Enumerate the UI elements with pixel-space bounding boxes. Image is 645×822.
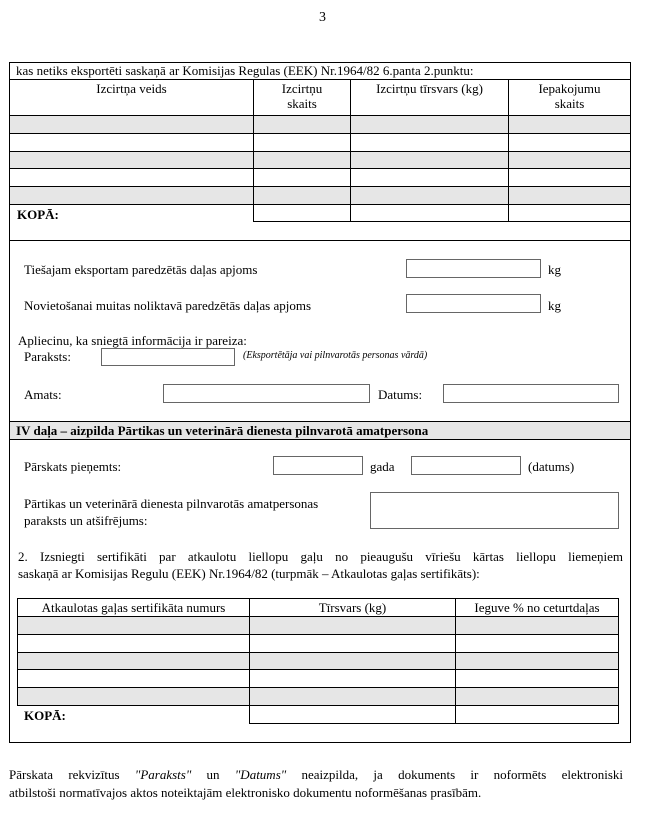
- page-number: 3: [319, 10, 326, 25]
- accepted-input[interactable]: [273, 456, 363, 475]
- divider: [17, 687, 619, 688]
- certificates-text-line1: 2. Izsniegti sertifikāti par atkaulotu liellopu gaļu no pieaugušu vīriešu kārtas liellopu liemeņiem: [18, 549, 623, 564]
- certificate-total-label: KOPĀ:: [24, 708, 66, 723]
- top-total-label: KOPĀ:: [17, 207, 59, 222]
- divider: [17, 652, 619, 653]
- divider: [9, 79, 631, 80]
- divider: [455, 598, 456, 724]
- customs-storage-input[interactable]: [406, 294, 541, 313]
- official-label-line2: paraksts un atšifrējums:: [24, 513, 148, 528]
- divider: [17, 669, 619, 670]
- divider: [9, 439, 631, 440]
- divider: [9, 204, 631, 205]
- table-row: [18, 652, 618, 669]
- col-header-net-weight: Izcirtņu tīrsvars (kg): [376, 81, 483, 96]
- col-header-cut-count: Izcirtņu skaits: [281, 81, 323, 111]
- top-table-title: kas netiks eksportēti saskaņā ar Komisijas Regulas (EEK) Nr.1964/82 6.panta 2.punktu:: [16, 63, 474, 78]
- divider: [618, 598, 619, 724]
- divider: [249, 723, 619, 724]
- divider: [9, 168, 631, 169]
- table-row: [18, 688, 618, 705]
- divider: [9, 115, 631, 116]
- divider: [17, 634, 619, 635]
- table-row: [10, 151, 630, 168]
- table-row: [10, 187, 630, 204]
- position-label: Amats:: [24, 387, 62, 402]
- divider: [17, 616, 619, 617]
- table-row: [10, 116, 630, 133]
- col-header-yield: Ieguve % no ceturtdaļas: [474, 600, 600, 615]
- footer-note-line2: atbilstoši normatīvajos aktos noteiktajām elektronisko dokumentu noformēšanas prasībām.: [9, 785, 482, 800]
- certificates-text-line2: saskaņā ar Komisijas Regulu (EEK) Nr.1964/82 (turpmāk – Atkaulotas gaļas sertifikāts):: [18, 566, 480, 581]
- col-header-cut-type: Izcirtņa veids: [96, 81, 167, 96]
- divider: [17, 705, 619, 706]
- divider: [9, 186, 631, 187]
- divider: [17, 598, 619, 599]
- signature-hint: (Eksportētāja vai pilnvarotās personas vārdā): [243, 350, 428, 361]
- official-label-line1: Pārtikas un veterinārā dienesta pilnvarotās amatpersonas: [24, 496, 319, 511]
- direct-export-input[interactable]: [406, 259, 541, 278]
- divider: [350, 79, 351, 222]
- divider: [9, 151, 631, 152]
- position-input[interactable]: [163, 384, 370, 403]
- accepted-date-label: (datums): [528, 459, 575, 474]
- divider: [9, 240, 631, 241]
- export-date-input[interactable]: [443, 384, 619, 403]
- customs-storage-label: Novietošanai muitas noliktavā paredzētās daļas apjoms: [24, 298, 311, 313]
- certify-text: Apliecinu, ka sniegtā informācija ir pareiza:: [18, 333, 247, 348]
- accepted-date-input[interactable]: [411, 456, 521, 475]
- col-header-package-count: Iepakojumu skaits: [538, 81, 601, 111]
- signature-label: Paraksts:: [24, 349, 71, 364]
- table-row: [18, 617, 618, 634]
- year-label: gada: [370, 459, 395, 474]
- customs-storage-unit: kg: [548, 298, 561, 313]
- official-signature-input[interactable]: [370, 492, 619, 529]
- direct-export-unit: kg: [548, 262, 561, 277]
- accepted-label: Pārskats pieņemts:: [24, 459, 122, 474]
- divider: [249, 598, 250, 724]
- divider: [253, 221, 631, 222]
- col-header-net-weight: Tīrsvars (kg): [318, 600, 387, 615]
- footer-note-line1: Pārskata rekvizītus "Paraksts" un "Datums" neaizpilda, ja dokuments ir noformēts elektroniski: [9, 767, 623, 782]
- export-date-label: Datums:: [378, 387, 423, 402]
- divider: [9, 133, 631, 134]
- section4-title: IV daļa – aizpilda Pārtikas un veterinārā dienesta pilnvarotā amatpersona: [16, 423, 429, 438]
- signature-input[interactable]: [101, 348, 235, 366]
- direct-export-label: Tiešajam eksportam paredzētās daļas apjoms: [24, 262, 258, 277]
- col-header-certificate-number: Atkaulotas gaļas sertifikāta numurs: [41, 600, 226, 615]
